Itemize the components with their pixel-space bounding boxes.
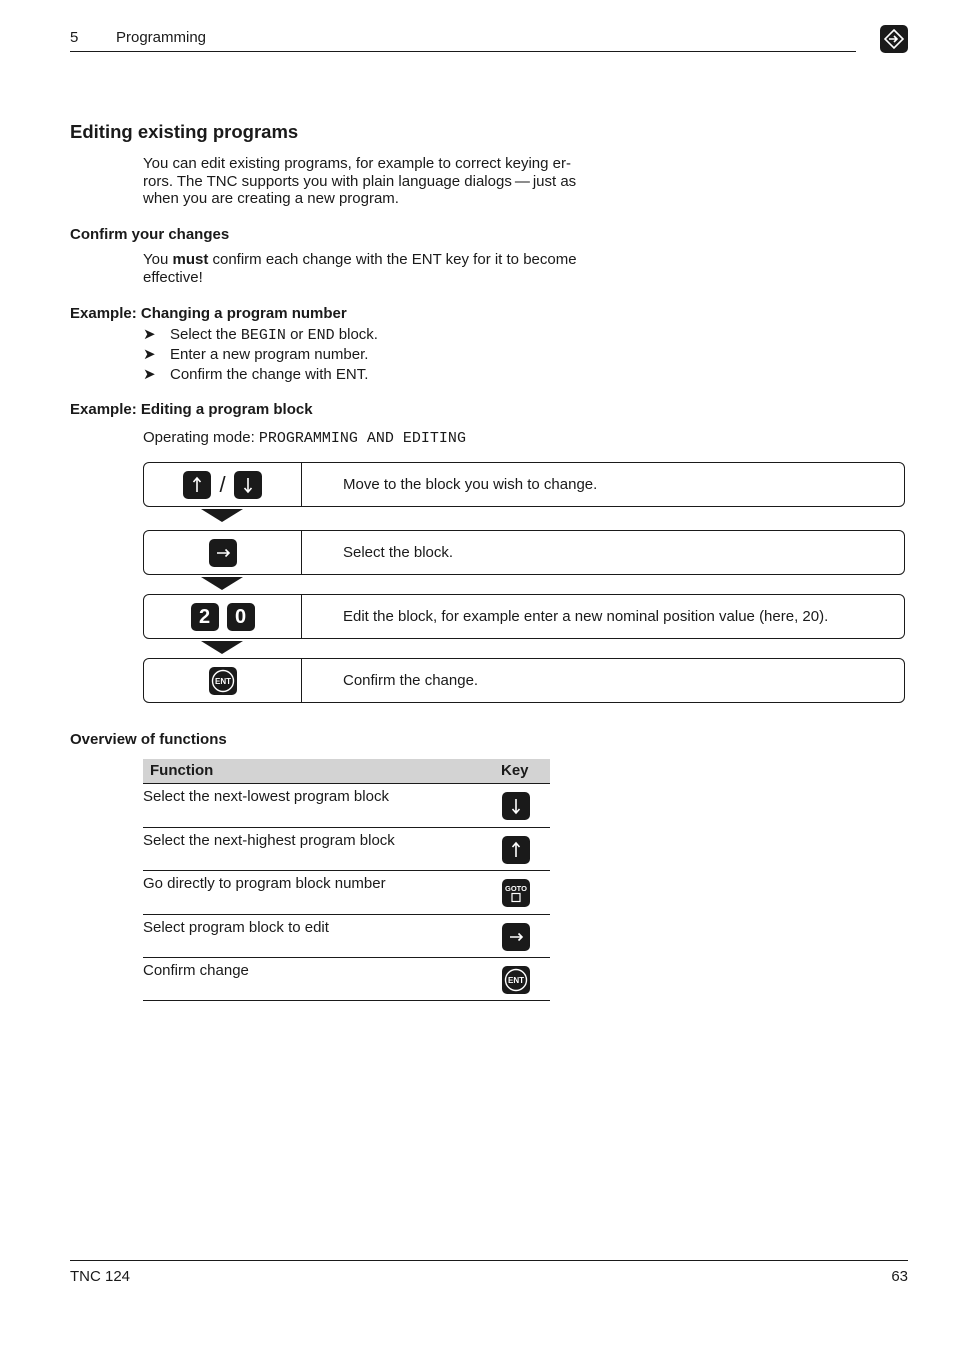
operating-mode-label: Operating mode: [143, 429, 259, 446]
table-row [143, 871, 550, 915]
step-keys [144, 531, 301, 574]
section-title: Editing existing programs [70, 121, 299, 142]
ent-key [209, 667, 237, 695]
column-header-key: Key [501, 762, 529, 779]
step-pointer-icon [201, 641, 243, 654]
step-keys [144, 463, 301, 506]
operating-mode-value: PROGRAMMING AND EDITING [258, 430, 466, 447]
step-box [143, 594, 905, 639]
confirm-text: You [143, 251, 173, 268]
arrow-up-key [183, 471, 211, 499]
confirm-paragraph [143, 251, 613, 286]
function-cell: Select program block to edit [143, 919, 329, 936]
bullet-text: Confirm the change with ENT. [170, 366, 369, 383]
table-header [143, 759, 550, 784]
bullet-item [143, 365, 368, 383]
arrow-down-key [234, 471, 262, 499]
step-box [143, 658, 905, 703]
table-row [143, 828, 550, 871]
digit-0-key: 0 [227, 603, 255, 631]
code-begin: BEGIN [240, 327, 286, 344]
operating-mode [143, 429, 466, 447]
ent-key-label: ENT [214, 676, 231, 686]
code-end: END [307, 327, 335, 344]
table-row [143, 958, 550, 1001]
confirm-emphasis: must [172, 251, 209, 268]
confirm-text: confirm each change with the ENT key for it to become [208, 251, 577, 268]
function-cell: Select the next-highest program block [143, 832, 395, 849]
table-row [143, 915, 550, 958]
confirm-heading: Confirm your changes [70, 226, 230, 243]
bullet-arrow-icon: ➤ [143, 366, 156, 383]
intro-line: You can edit existing programs, for example to correct keying er- [143, 155, 571, 172]
step-pointer-icon [201, 577, 243, 590]
arrow-up-key [502, 836, 530, 864]
goto-key [502, 879, 530, 907]
function-cell: Select the next-lowest program block [143, 788, 389, 805]
step-box [143, 462, 905, 507]
example1-heading: Example: Changing a program number [70, 305, 347, 322]
bullet-arrow-icon: ➤ [143, 346, 156, 363]
example2-heading: Example: Editing a program block [70, 401, 313, 418]
overview-heading: Overview of functions [70, 731, 227, 748]
step-pointer-icon [201, 509, 243, 522]
step-keys [144, 595, 301, 638]
step-text: Edit the block, for example enter a new nominal position value (here, 20). [343, 608, 829, 625]
intro-paragraph [143, 155, 613, 208]
table-row [143, 784, 550, 828]
footer-rule [70, 1260, 908, 1261]
arrow-down-key [502, 792, 530, 820]
page-number: 63 [891, 1268, 908, 1285]
function-cell: Go directly to program block number [143, 875, 386, 892]
function-cell: Confirm change [143, 962, 249, 979]
step-divider [301, 659, 302, 702]
functions-table [143, 759, 550, 1001]
goto-key-label: GOTO [505, 884, 527, 893]
step-box [143, 530, 905, 575]
arrow-right-key [209, 539, 237, 567]
or-slash: / [219, 471, 226, 497]
header-rule [70, 51, 856, 52]
digit-2-key: 2 [191, 603, 219, 631]
step-keys [144, 659, 301, 702]
step-text: Move to the block you wish to change. [343, 476, 598, 493]
programming-mode-icon [880, 25, 908, 53]
confirm-text: effective! [143, 268, 203, 286]
bullet-item [143, 345, 368, 363]
step-divider [301, 531, 302, 574]
bullet-item [143, 325, 378, 344]
chapter-number: 5 [70, 29, 79, 46]
intro-line: when you are creating a new program. [143, 190, 399, 207]
column-header-function: Function [150, 762, 214, 779]
bullet-text: Enter a new program number. [170, 346, 369, 363]
intro-line: rors. The TNC supports you with plain language dialogs — just as [143, 172, 577, 190]
arrow-right-key [502, 923, 530, 951]
bullet-arrow-icon: ➤ [143, 326, 156, 343]
step-divider [301, 595, 302, 638]
footer-product: TNC 124 [70, 1268, 131, 1285]
ent-key [502, 966, 530, 994]
bullet-text: Select the [170, 326, 241, 343]
step-divider [301, 463, 302, 506]
chapter-title: Programming [116, 29, 207, 46]
ent-key-label: ENT [508, 976, 524, 985]
bullet-text: block. [334, 326, 378, 343]
step-text: Select the block. [343, 544, 454, 561]
bullet-text: or [285, 326, 308, 343]
step-text: Confirm the change. [343, 672, 479, 689]
